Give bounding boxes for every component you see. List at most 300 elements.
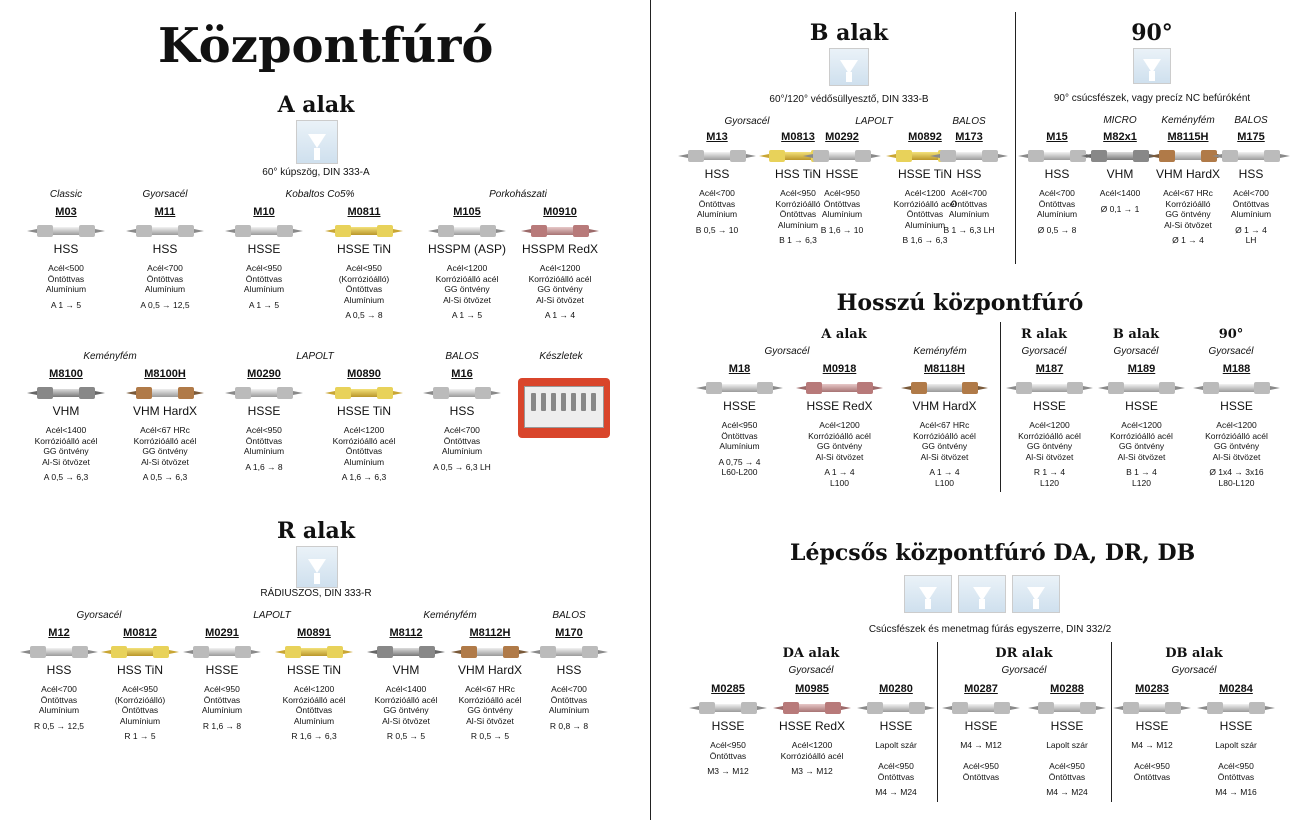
product-code[interactable]: M8100H (144, 368, 186, 380)
hosszu-heading: Hosszú központfúró (836, 290, 1084, 316)
hosszu-cat-5: Gyorsacél (1208, 346, 1254, 357)
drill-bit-image (521, 223, 599, 239)
size-range: A 0,5 → 8 (345, 310, 383, 320)
length-range: L80-L120 (1218, 477, 1255, 488)
application-line: Acél<700 (951, 188, 987, 198)
hosszu-sub-a: A alak (821, 327, 867, 342)
application-line: Acél<950 (1049, 761, 1085, 771)
product-code[interactable]: M0910 (543, 206, 577, 218)
a-row2-cat-keszletek: Készletek (539, 351, 583, 362)
application-line: Acél<1400 (385, 684, 427, 694)
product-code[interactable]: M187 (1035, 363, 1064, 375)
application-line: GG öntvény (43, 446, 89, 456)
application-line: Öntöttvas (1217, 771, 1255, 782)
application-line: (Korrózióálló) (338, 273, 390, 284)
size-range: A 1,6 → 8 (245, 461, 283, 472)
application-list (418, 425, 506, 457)
hosszu-cat-3: Gyorsacél (1021, 346, 1067, 357)
drill-bit-image (428, 223, 506, 239)
drill-bit-image (1006, 380, 1093, 396)
application-line: Alumínium (821, 209, 863, 219)
length-range: L60-L200 (721, 467, 758, 477)
material-label: HSSE (247, 242, 281, 256)
size-range: M4 → M24 (875, 787, 917, 797)
application-line: GG öntvény (142, 446, 188, 456)
application-line: GG öntvény (383, 705, 429, 715)
a-row1-cat-porkohaszati: Porkohászati (489, 189, 547, 200)
application-line: Alumínium (719, 441, 760, 451)
application-list (423, 263, 511, 305)
application-line: GG öntvény (1213, 441, 1260, 451)
product-code[interactable]: M16 (451, 368, 473, 380)
lepcsos-item-m0288 (1023, 682, 1111, 798)
application-line: Acél<950 (246, 425, 282, 435)
page-divider (650, 0, 651, 820)
application-line (852, 751, 940, 762)
application-list (1187, 420, 1286, 462)
application-line: Alumínium (696, 209, 738, 219)
size-range: A 1 → 4 (544, 310, 576, 320)
application-line: Acél<1400 (1099, 188, 1141, 198)
material-label: VHM (392, 663, 420, 677)
application-line: Acél<950 (824, 188, 860, 198)
deg90-cat-micro: MICRO (1103, 115, 1137, 126)
application-list (768, 740, 856, 761)
application-line: Alumínium (1230, 209, 1272, 219)
application-list (895, 420, 994, 462)
material-label: HSS (1044, 167, 1070, 181)
application-line: Alumínium (45, 284, 87, 294)
application-line: Alumínium (904, 219, 946, 230)
lepcsos-item-m0285 (684, 682, 772, 777)
drill-bit-image (803, 148, 881, 164)
hosszu-item-m187 (1000, 362, 1099, 488)
application-line: Acél<1200 (446, 263, 488, 273)
application-line: Alumínium (343, 294, 385, 305)
product-code[interactable]: M0813 (781, 131, 815, 143)
hosszu-cat-1: Gyorsacél (764, 346, 810, 357)
product-code[interactable]: M0292 (825, 131, 859, 143)
a-row1-cat-gyorsacel: Gyorsacél (142, 189, 188, 200)
application-line: GG öntvény (1118, 441, 1165, 451)
material-label: HSS (556, 663, 582, 677)
r-alak-heading: R alak (276, 518, 356, 544)
application-line: Korrózióálló acél (808, 430, 871, 441)
lepcsos-heading: Lépcsős központfúró DA, DR, DB (790, 540, 1196, 566)
product-code[interactable]: M8112 (389, 627, 423, 639)
material-label: HSSE (1220, 399, 1253, 413)
deg90-heading: 90° (1131, 20, 1173, 46)
r-alak-diagram-icon (296, 546, 338, 588)
application-list (798, 188, 886, 220)
application-line: Acél<67 HRc (140, 425, 190, 435)
application-list (673, 188, 761, 220)
material-label: HSS (956, 167, 982, 181)
application-list (1000, 420, 1099, 462)
application-line: Acél<950 (246, 263, 282, 273)
product-code[interactable]: M15 (1046, 131, 1068, 143)
application-line: Acél<1200 (1029, 420, 1070, 430)
a-row1-cat-kobaltos: Kobaltos Co5% (285, 189, 355, 200)
material-label: HSS (53, 242, 79, 256)
application-line: Öntöttvas (721, 430, 758, 441)
lepcsos-cat-da: Gyorsacél (788, 665, 834, 676)
application-line: Öntöttvas (877, 771, 915, 782)
application-list (690, 420, 789, 452)
size-range: R 0,8 → 8 (549, 720, 589, 731)
lepcsos-sub-dr: DR alak (995, 646, 1053, 661)
r-item-m8112 (362, 626, 450, 742)
application-line: Öntöttvas (1133, 771, 1171, 782)
application-line: Korrózióálló acél (780, 750, 844, 761)
application-line: Alumínium (1036, 209, 1078, 219)
a-row1-item-m0910 (516, 205, 604, 321)
size-range: R 1,6 → 6,3 (291, 731, 337, 741)
product-code[interactable]: M8112H (469, 627, 511, 639)
length-range: L100 (935, 477, 954, 488)
size-range: A 1 → 4 (929, 467, 960, 477)
material-label: HSSE (1050, 719, 1084, 733)
size-range: A 0,5 → 12,5 (140, 299, 190, 310)
product-code[interactable]: M0985 (795, 683, 829, 695)
a-row1-item-m0811 (320, 205, 408, 321)
material-label: HSS (152, 242, 178, 256)
application-line: Alumínium (777, 219, 819, 230)
application-line: Al-Si ötvözet (42, 456, 90, 467)
a-row2-cat-kemenyfem: Keményfém (83, 351, 137, 362)
application-line: Öntöttvas (950, 198, 988, 209)
material-label: HSSE RedX (806, 399, 873, 413)
length-range: L120 (1040, 477, 1059, 488)
application-line: Acél<950 (721, 420, 758, 430)
product-code[interactable]: M0892 (908, 131, 942, 143)
application-line: Korrózióálló acél (435, 273, 499, 284)
product-code[interactable]: M0280 (879, 683, 913, 695)
application-line: Korrózióálló acél (1110, 430, 1173, 441)
application-line: Öntöttvas (40, 694, 78, 705)
application-line: Alumínium (243, 284, 285, 294)
material-label: HSSE (1125, 399, 1158, 413)
b-alak-heading: B alak (809, 20, 889, 46)
application-line: Acél<700 (699, 188, 735, 198)
product-code[interactable]: M175 (1237, 131, 1265, 143)
application-line: Alumínium (548, 705, 590, 715)
application-line: Al-Si ötvözet (1117, 451, 1166, 462)
application-line: Acél<1200 (1121, 420, 1162, 430)
drill-bit-image (689, 700, 767, 716)
length-range: LH (1245, 235, 1257, 245)
hosszu-item-m8118h (895, 362, 994, 488)
material-label: HSS (449, 404, 475, 418)
application-line: Öntöttvas (1232, 198, 1270, 209)
application-line: Al-Si ötvözet (466, 715, 514, 726)
application-line: Öntöttvas (443, 435, 481, 446)
a-row2-item-m8100h (121, 367, 209, 483)
product-code[interactable]: M8118H (924, 363, 965, 375)
application-line: Alumínium (38, 705, 80, 715)
material-label: VHM HardX (912, 399, 977, 413)
material-label: HSSE (711, 719, 745, 733)
application-line: Korrózióálló acél (374, 694, 438, 705)
r-item-m12 (15, 626, 103, 731)
size-range: M4 → M16 (1215, 787, 1257, 797)
product-code[interactable]: M82x1 (1103, 131, 1137, 143)
application-line: Öntöttvas (1048, 771, 1086, 782)
r-cat-kemenyfem: Keményfém (423, 610, 477, 621)
product-code[interactable]: M0287 (964, 683, 998, 695)
application-line: Acél<500 (48, 263, 84, 273)
product-code[interactable]: M12 (48, 627, 70, 639)
material-label: VHM HardX (1155, 167, 1220, 181)
application-line: Acél<950 (963, 761, 999, 771)
material-label: HSS TiN (774, 167, 821, 181)
application-list (937, 740, 1025, 782)
application-line: Acél<1200 (539, 263, 581, 273)
material-label: HSSE TiN (336, 404, 391, 418)
product-code[interactable]: M0288 (1050, 683, 1084, 695)
product-code[interactable]: M0285 (711, 683, 745, 695)
product-code[interactable]: M170 (555, 627, 583, 639)
material-label: HSSE (723, 399, 756, 413)
product-code[interactable]: M0290 (247, 368, 281, 380)
application-line: GG öntvény (467, 705, 513, 715)
material-label: HSSE TiN (336, 242, 391, 256)
lepcsos-item-m0284 (1192, 682, 1280, 798)
material-label: HSS (1238, 167, 1264, 181)
deg90-caption: 90° csúcsfészek, vagy precíz NC befúróként (1053, 93, 1251, 104)
a-alak-heading: A alak (277, 92, 355, 118)
size-range: B 1,6 → 6,3 (902, 235, 948, 245)
product-code[interactable]: M188 (1222, 363, 1251, 375)
application-line: Lapolt szár (875, 740, 917, 750)
r-cat-lapolt: LAPOLT (253, 610, 291, 621)
size-range: B 1,6 → 10 (820, 224, 864, 235)
application-line: Al-Si ötvözet (536, 294, 584, 305)
a-alak-caption: 60° kúpszög, DIN 333-A (262, 167, 370, 178)
product-code[interactable]: M8100 (49, 368, 83, 380)
application-line: Korrózióálló acél (528, 273, 592, 284)
application-line: Acél<950 (878, 761, 914, 771)
application-line: Acél<700 (41, 684, 77, 694)
product-code[interactable]: M10 (253, 206, 275, 218)
application-list (446, 684, 534, 726)
application-line: GG öntvény (921, 441, 968, 451)
r-item-m0891 (270, 626, 358, 742)
application-list (852, 740, 940, 782)
a-row2-cat-lapolt: LAPOLT (296, 351, 334, 362)
application-line: Korrózióálló (1165, 198, 1211, 209)
application-list (320, 425, 408, 467)
application-line: Korrózióálló acél (1205, 430, 1268, 441)
application-line: Acél<700 (551, 684, 587, 694)
r-item-m170 (525, 626, 613, 731)
product-code[interactable]: M18 (728, 363, 751, 375)
application-line: Öntöttvas (779, 209, 817, 219)
application-line: Korrózióálló acél (1018, 430, 1081, 441)
application-line: Al-Si ötvözet (382, 715, 430, 726)
drill-bit-image (225, 223, 303, 239)
a-row1-item-m11 (121, 205, 209, 310)
material-label: VHM (52, 404, 80, 418)
application-list (96, 684, 184, 726)
application-line: Öntöttvas (345, 446, 383, 456)
product-code[interactable]: M03 (55, 206, 77, 218)
application-list (121, 263, 209, 295)
hosszu-item-m18 (690, 362, 789, 478)
application-list (362, 684, 450, 726)
hosszu-sub-90: 90° (1218, 327, 1244, 342)
application-list (1023, 740, 1111, 782)
product-code[interactable]: M173 (955, 131, 983, 143)
product-code[interactable]: M0812 (123, 627, 157, 639)
deg90-cat-kemenyfem: Keményfém (1161, 115, 1215, 126)
application-list (220, 263, 308, 295)
size-range: M4 → M24 (1046, 787, 1088, 797)
size-range: R 0,5 → 12,5 (33, 720, 85, 731)
material-label: HSS (46, 663, 72, 677)
application-line: Alumínium (144, 284, 186, 294)
product-code[interactable]: M0291 (205, 627, 239, 639)
drill-bit-image (1028, 700, 1106, 716)
size-range: R 1,6 → 8 (202, 720, 242, 731)
material-label: HSSPM (ASP) (427, 242, 506, 256)
hosszu-sub-r: R alak (1020, 327, 1068, 342)
material-label: VHM HardX (457, 663, 522, 677)
a-alak-diagram-icon (296, 120, 338, 164)
application-line: Acél<1400 (45, 425, 87, 435)
deg90-item-m175 (1207, 130, 1295, 246)
product-code[interactable]: M11 (154, 206, 176, 218)
application-line: Korrózióálló acél (913, 430, 976, 441)
hosszu-cat-4: Gyorsacél (1113, 346, 1159, 357)
product-code[interactable]: M8115H (1167, 131, 1209, 143)
application-list (1192, 740, 1280, 782)
size-range: A 0,5 → 6,3 LH (433, 461, 491, 472)
application-line: GG öntvény (444, 284, 490, 294)
application-line: Acél<950 (122, 684, 158, 694)
drill-bit-image (423, 385, 501, 401)
application-line: Korrózióálló acél (133, 435, 197, 446)
drill-bit-image (1212, 148, 1290, 164)
drill-bit-image (325, 223, 403, 239)
hosszu-cat-2: Keményfém (913, 346, 967, 357)
application-line (1023, 751, 1111, 762)
application-line: Acél<67 HRc (465, 684, 515, 694)
product-code[interactable]: M0891 (297, 627, 331, 639)
application-list (925, 188, 1013, 220)
size-range: B 0,5 → 10 (695, 224, 739, 235)
a-row2-item-m0890 (320, 367, 408, 483)
product-code[interactable]: M0283 (1135, 683, 1169, 695)
material-label: VHM (1106, 167, 1134, 181)
b-item-m0292 (798, 130, 886, 235)
application-line: Acél<1200 (904, 188, 946, 198)
lepcsos-diagram-icon-3 (1012, 575, 1060, 613)
size-range: Ø 0,1 → 1 (1100, 203, 1140, 214)
a-row2-cat-balos: BALOS (445, 351, 479, 362)
r-item-m0291 (178, 626, 266, 731)
size-range: R 0,5 → 5 (470, 731, 510, 741)
b-alak-caption: 60°/120° védősüllyesztő, DIN 333-B (769, 94, 929, 105)
b-cat-balos: BALOS (952, 116, 986, 127)
application-line: Öntöttvas (295, 705, 333, 715)
drill-bit-image (1197, 700, 1275, 716)
material-label: HSSE (205, 663, 239, 677)
application-list (1207, 188, 1295, 220)
material-label: HSSE (964, 719, 998, 733)
application-line: Al-Si ötvözet (815, 451, 864, 462)
lepcsos-sub-db: DB alak (1165, 646, 1223, 661)
material-label: HSSE (1033, 399, 1066, 413)
application-line: Öntöttvas (203, 694, 241, 705)
size-range: Ø 1 → 4 (1235, 224, 1267, 235)
product-code[interactable]: M105 (453, 206, 481, 218)
application-line: Acél<1200 (293, 684, 335, 694)
material-label: HSS TiN (116, 663, 163, 677)
application-line: Korrózióálló acél (332, 435, 396, 446)
drill-bit-image (27, 223, 105, 239)
a-row1-cat-classic: Classic (49, 189, 83, 200)
application-line: Acél<700 (1039, 188, 1075, 198)
application-line: Acél<1200 (1216, 420, 1257, 430)
application-line: Korrózióálló acél (34, 435, 98, 446)
application-line (937, 751, 1025, 762)
application-line: GG öntvény (537, 284, 583, 294)
drill-bit-image (225, 385, 303, 401)
application-line: (Korrózióálló) (114, 694, 166, 705)
size-range: A 1,6 → 6,3 (341, 472, 387, 482)
size-range: A 1 → 4 (824, 467, 855, 477)
product-code[interactable]: M0811 (347, 206, 381, 218)
drill-bit-image (942, 700, 1020, 716)
r-item-m8112h (446, 626, 534, 742)
a-row2-item-m16 (418, 367, 506, 472)
application-line: Al-Si ötvözet (1212, 451, 1261, 462)
size-range: M3 → M12 (791, 766, 833, 776)
lepcsos-item-m0985 (768, 682, 856, 777)
application-line: Acél<1200 (819, 420, 860, 430)
application-line: Öntöttvas (550, 694, 588, 705)
material-label: HSSE (825, 167, 859, 181)
application-line: Öntöttvas (823, 198, 861, 209)
application-line: Öntöttvas (345, 284, 383, 294)
drill-bit-image (101, 644, 179, 660)
product-code[interactable]: M0918 (822, 363, 857, 375)
deg90-cat-balos: BALOS (1234, 115, 1268, 126)
application-line: Acél<67 HRc (919, 420, 970, 430)
lepcsos-sub-da: DA alak (782, 646, 840, 661)
drill-bit-image (126, 223, 204, 239)
application-line: Alumínium (441, 446, 483, 456)
application-line: Alumínium (201, 705, 243, 715)
application-line: Korrózióálló acél (458, 694, 522, 705)
r-cat-balos: BALOS (552, 610, 586, 621)
product-code[interactable]: M0890 (347, 368, 381, 380)
product-code[interactable]: M13 (706, 131, 728, 143)
lepcsos-item-m0283 (1108, 682, 1196, 782)
application-line: Öntöttvas (121, 705, 159, 715)
material-label: HSSE (1219, 719, 1253, 733)
application-line: GG öntvény (816, 441, 863, 451)
drill-bit-image (930, 148, 1008, 164)
application-list (270, 684, 358, 726)
product-code[interactable]: M189 (1127, 363, 1156, 375)
application-line: Al-Si ötvözet (1025, 451, 1074, 462)
application-line: Korrózióálló acél (282, 694, 346, 705)
product-code[interactable]: M0284 (1219, 683, 1253, 695)
drill-bit-image (1113, 700, 1191, 716)
page-title: Központfúró (158, 18, 494, 74)
